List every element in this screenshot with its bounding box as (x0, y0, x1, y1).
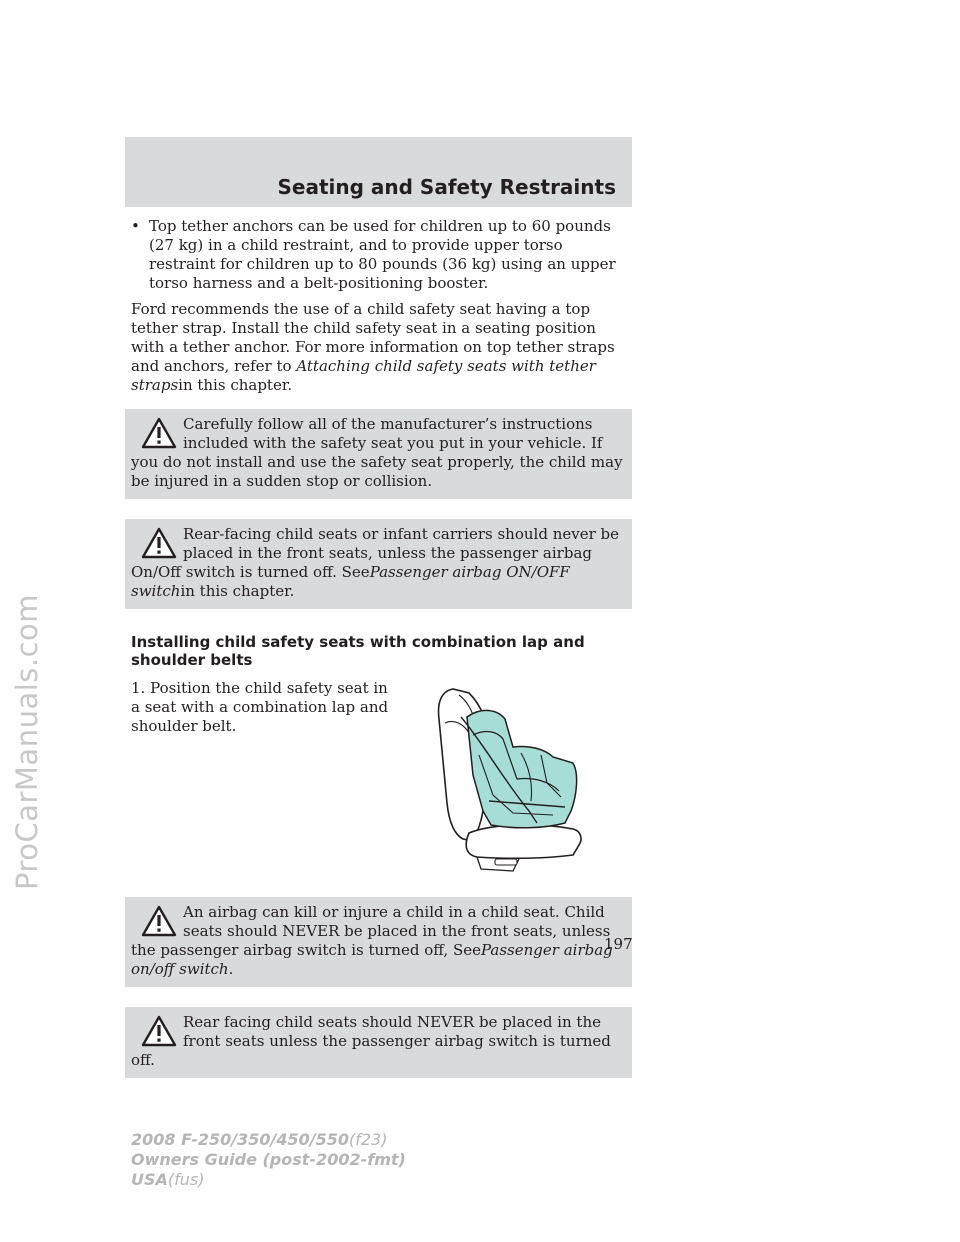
bullet-item (131, 217, 629, 293)
watermark: ProCarManuals.com (10, 593, 44, 891)
warning-box (125, 1007, 632, 1078)
warning-triangle-icon (141, 417, 177, 449)
page-content (131, 217, 629, 1098)
cross-reference: Passenger airbag on/off switch (131, 941, 613, 978)
warning-text-main: An airbag can kill or injure a child in a child seat. Child seats should NEVER be placed in the front seats, unless the passenger airbag switch is turned off, See (131, 903, 611, 959)
document-footer (131, 1130, 406, 1190)
warning-text-end: in this chapter. (180, 582, 295, 600)
paragraph (131, 300, 629, 395)
child-seat-illustration (433, 683, 589, 873)
footer-model: 2008 F-250/350/450/550 (131, 1130, 349, 1149)
warning-text-end: . (228, 960, 234, 978)
footer-region-code: (fus) (167, 1170, 205, 1189)
warning-box (125, 897, 632, 987)
warning-text: Rear facing child seats should NEVER be placed in the front seats unless the passenger airbag switch is turned off. (131, 1013, 611, 1069)
section-title: Seating and Safety Restraints (277, 175, 616, 199)
bullet-dot: • (131, 217, 140, 235)
page-number: 197 (604, 935, 633, 953)
warning-text (131, 903, 624, 979)
cross-reference: Passenger airbag ON/OFF switch (131, 563, 570, 600)
paragraph-text: Ford recommends the use of a child safety seat having a top tether strap. Install the child safety seat in a seating position with a tether anchor. For more information on top tether straps and anchors, refer to (131, 300, 615, 375)
cross-reference: Attaching child safety seats with tether straps (131, 357, 596, 394)
warning-text (131, 525, 624, 601)
step-text: 1. Position the child safety seat in a seat with a combination lap and shoulder belt. (131, 679, 389, 735)
footer-region: USA (131, 1170, 168, 1189)
warning-triangle-icon (141, 905, 177, 937)
warning-box (125, 519, 632, 609)
step-row (131, 679, 629, 875)
bullet-text: Top tether anchors can be used for children up to 60 pounds (27 kg) in a child restraint, and to provide upper torso restraint for children up to 80 pounds (36 kg) using an upper torso harness and a belt-positioning booster. (149, 217, 616, 292)
footer-line-region (131, 1170, 406, 1190)
paragraph-end: in this chapter. (178, 376, 293, 394)
warning-triangle-icon (141, 1015, 177, 1047)
footer-line-model (131, 1130, 406, 1150)
header-band (125, 137, 632, 207)
warning-box (125, 409, 632, 499)
section-heading: Installing child safety seats with combination lap and shoulder belts (131, 633, 585, 669)
warning-text-main: Rear-facing child seats or infant carriers should never be placed in the front seats, unless the passenger airbag On/Off switch is turned off. See (131, 525, 620, 581)
warning-text: Carefully follow all of the manufacturer’s instructions included with the safety seat you put in your vehicle. If you do not install and use the safety seat properly, the child may be injured in a sudden stop or collision. (131, 415, 623, 490)
footer-model-code: (f23) (349, 1130, 388, 1149)
warning-triangle-icon (141, 527, 177, 559)
footer-line-guide: Owners Guide (post-2002-fmt) (131, 1150, 406, 1169)
